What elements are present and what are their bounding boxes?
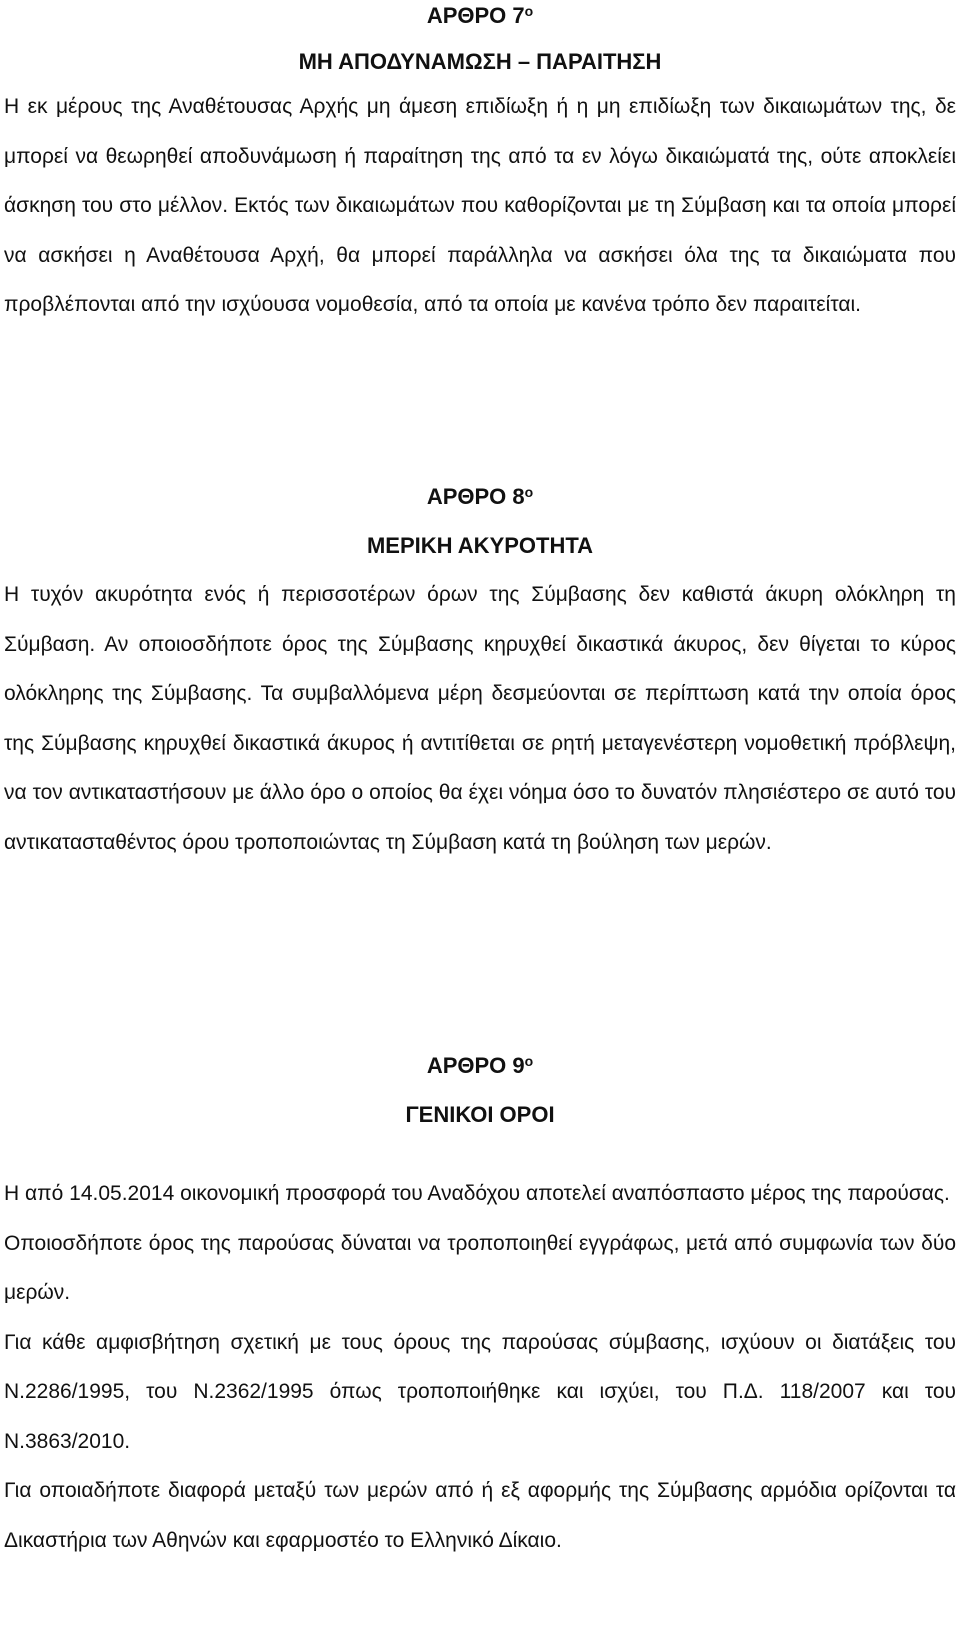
article-paragraph: Η εκ μέρους της Αναθέτουσας Αρχής μη άμεση επιδίωξη ή η μη επιδίωξη των δικαιωμάτων της, δε μπορεί να θεωρηθεί αποδυνάμωση ή παραίτηση της από τα εν λόγω δικαιώματά της, ούτε αποκλείει άσκηση του στο μέλλον. Εκτός των δικαιωμάτων που καθορίζονται με τη Σύμβαση και τα οποία μπορεί να ασκήσει η Αναθέτουσα Αρχή, θα μπορεί παράλληλα να ασκήσει όλα της τα δικαιώματα που προβλέπονται από την ισχύουσα νομοθεσία, από τα οποία με κανένα τρόπο δεν παραιτείται.	[4, 95, 956, 316]
article-paragraph: Η τυχόν ακυρότητα ενός ή περισσοτέρων όρων της Σύμβασης δεν καθιστά άκυρη ολόκληρη τη Σύμβαση. Αν οποιοσδήποτε όρος της Σύμβασης κηρυχθεί δικαστικά άκυρος, δεν θίγεται το κύρος ολόκληρης της Σύμβασης. Τα συμβαλλόμενα μέρη δεσμεύονται σε περίπτωση κατά την οποία όρος της Σύμβασης κηρυχθεί δικαστικά άκυρος ή αντιτίθεται σε ρητή μεταγενέστερη νομοθετική πρόβλεψη, να τον αντικαταστήσουν με άλλο όρο ο οποίος θα έχει νόημα όσο το δυνατόν πλησιέστερο σε αυτό του αντικατασταθέντος όρου τροποποιώντας τη Σύμβαση κατά τη βούληση των μερών.	[4, 583, 956, 854]
article-heading: ΑΡΘΡΟ $9^o$	[426, 1053, 534, 1078]
article-9	[4, 1050, 956, 1565]
article-paragraph: Για οποιαδήποτε διαφορά μεταξύ των μερών από ή εξ αφορμής της Σύμβασης αρμόδια ορίζονται τα Δικαστήρια των Αθηνών και εφαρμοστέο το Ελληνικό Δίκαιο.	[4, 1479, 956, 1552]
article-title: ΜΗ ΑΠΟΔΥΝΑΜΩΣΗ – ΠΑΡΑΙΤΗΣΗ	[298, 49, 662, 74]
article-paragraph: Η από 14.05.2014 οικονομική προσφορά του Αναδόχου αποτελεί αναπόσπαστο μέρος της παρούσας.	[4, 1182, 950, 1205]
article-title: ΓΕΝΙΚΟΙ ΟΡΟΙ	[405, 1102, 555, 1127]
article-7	[4, 0, 956, 330]
article-paragraph: Οποιοσδήποτε όρος της παρούσας δύναται να τροποποιηθεί εγγράφως, μετά από συμφωνία των δύο μερών.	[4, 1231, 956, 1304]
article-paragraph: Για κάθε αμφισβήτηση σχετική με τους όρους της παρούσας σύμβασης, ισχύουν οι διατάξεις του Ν.2286/1995, του Ν.2362/1995 όπως τροποποιήθηκε και ισχύει, του Π.Δ. 118/2007 και του Ν.3863/2010.	[4, 1330, 956, 1453]
article-8	[4, 481, 956, 867]
article-heading: ΑΡΘΡΟ $7^o$	[426, 3, 534, 28]
article-heading: ΑΡΘΡΟ $8^o$	[426, 484, 534, 509]
article-title: ΜΕΡΙΚΗ ΑΚΥΡΟΤΗΤΑ	[366, 533, 594, 558]
